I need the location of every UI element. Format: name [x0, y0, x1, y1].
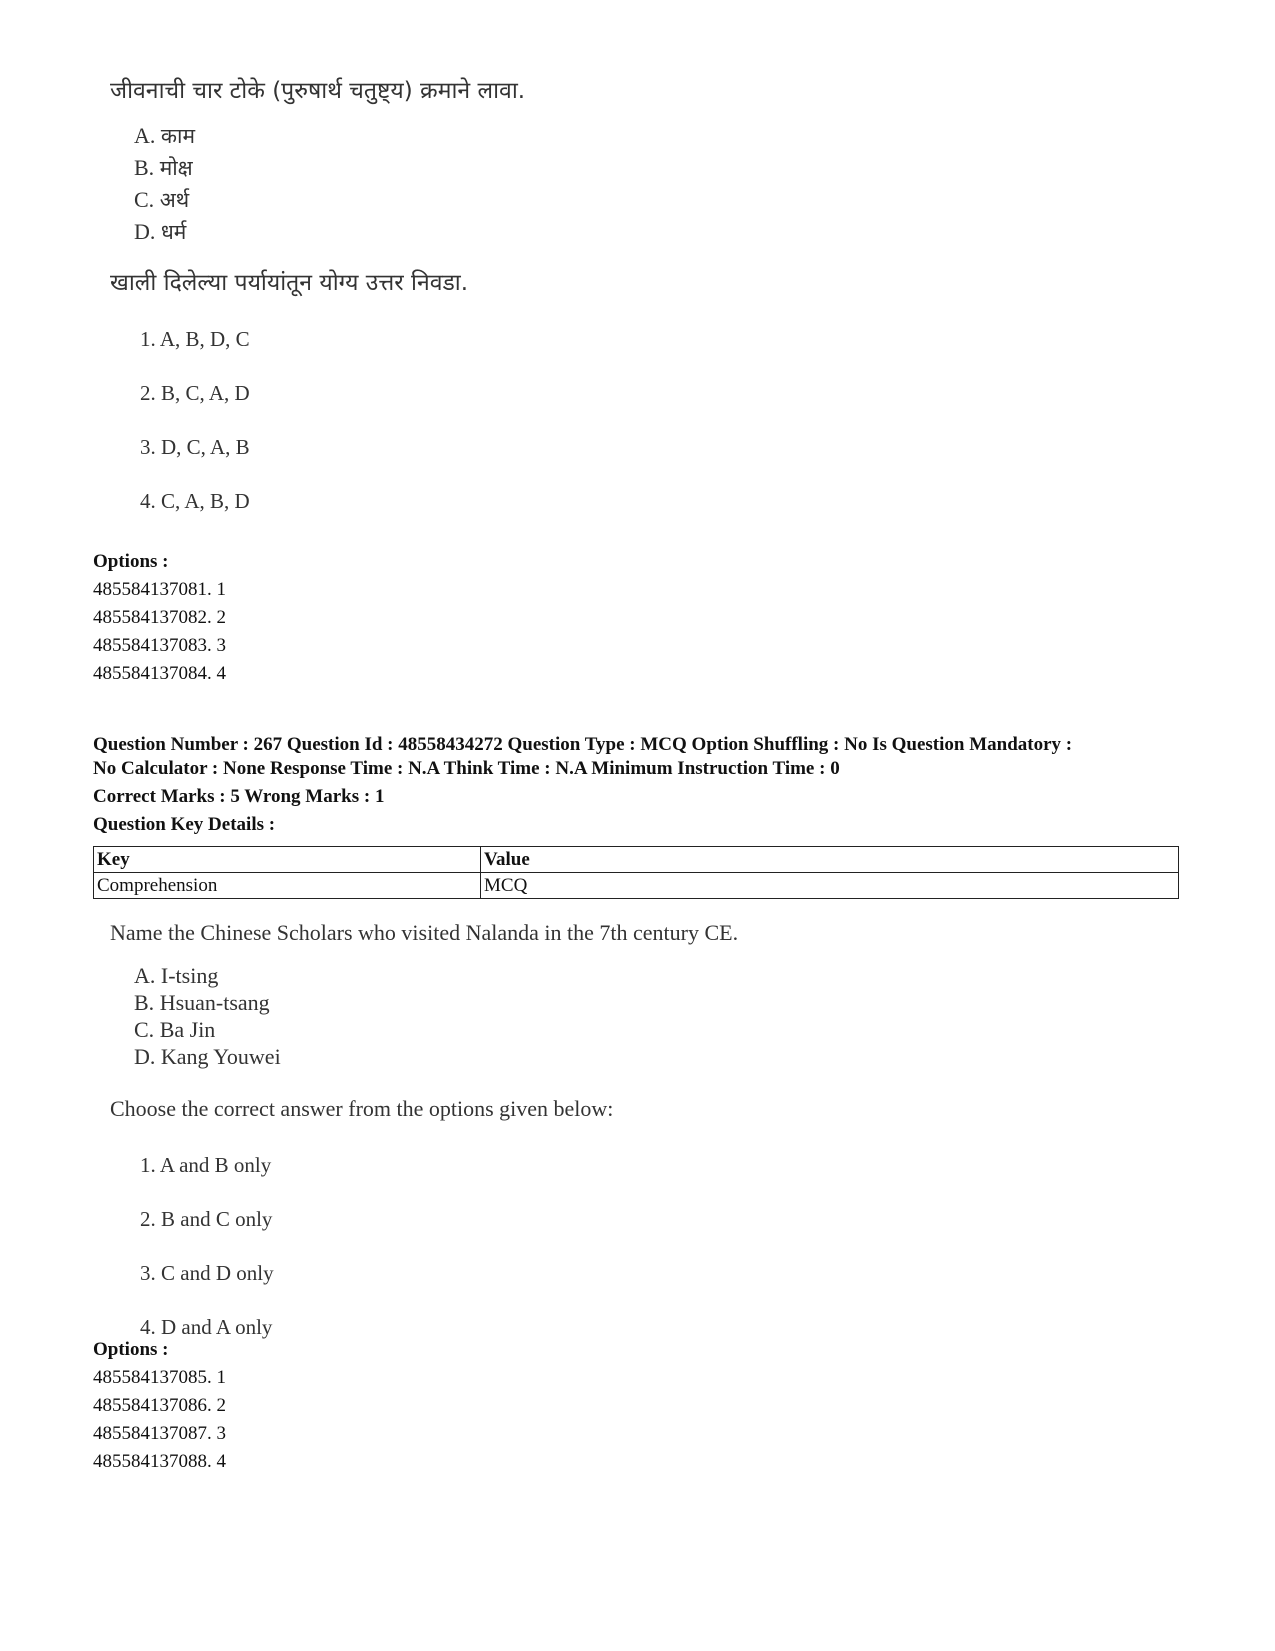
question-266-instruction: खाली दिलेल्या पर्यायांतून योग्य उत्तर निवडा. [110, 270, 469, 296]
question-266-image [110, 76, 1010, 528]
statement-a: A. काम [134, 123, 196, 148]
table-cell-value: MCQ [481, 873, 1179, 899]
option-item: 485584137081. 1 [93, 579, 226, 600]
option-item: 485584137085. 1 [93, 1367, 226, 1388]
answer-choice: 1. A and B only [140, 1153, 272, 1177]
statement-d: D. Kang Youwei [134, 1044, 281, 1069]
answer-choice: 2. B, C, A, D [140, 381, 250, 405]
question-266-statements [134, 120, 1010, 248]
statement-c: C. Ba Jin [134, 1017, 216, 1042]
question-267-options [93, 1336, 1193, 1476]
answer-choice: 4. C, A, B, D [140, 489, 250, 513]
table-cell-key: Comprehension [94, 873, 481, 899]
question-266-answers [140, 312, 1010, 528]
statement-b: B. Hsuan-tsang [134, 990, 270, 1015]
question-267-image [110, 918, 1010, 1354]
question-266-stem: जीवनाची चार टोके (पुरुषार्थ चतुष्ट्य) क्रमाने लावा. [110, 78, 526, 104]
question-267-instruction: Choose the correct answer from the options given below: [110, 1096, 614, 1121]
answer-choice: 3. D, C, A, B [140, 435, 250, 459]
statement-a: A. I-tsing [134, 963, 219, 988]
answer-choice: 1. A, B, D, C [140, 327, 250, 351]
question-267-stem: Name the Chinese Scholars who visited Nalanda in the 7th century CE. [110, 920, 739, 945]
question-key-table [93, 846, 1179, 899]
marks-line: Correct Marks : 5 Wrong Marks : 1 [93, 786, 385, 807]
statement-c: C. अर्थ [134, 187, 190, 212]
table-header-row [94, 847, 1179, 873]
option-item: 485584137084. 4 [93, 663, 226, 684]
key-details-label: Question Key Details : [93, 814, 276, 835]
statement-b: B. मोक्ष [134, 155, 193, 180]
option-item: 485584137086. 2 [93, 1395, 226, 1416]
metadata-line-2: No Calculator : None Response Time : N.A Think Time : N.A Minimum Instruction Time : 0 [93, 758, 840, 779]
option-item: 485584137083. 3 [93, 635, 226, 656]
metadata-line-1: Question Number : 267 Question Id : 48558434272 Question Type : MCQ Option Shuffling : No Is Question Mandatory : [93, 734, 1073, 755]
question-267-statements [134, 962, 1010, 1070]
statement-d: D. धर्म [134, 219, 187, 244]
question-266-options [93, 548, 1193, 688]
table-row [94, 873, 1179, 899]
question-267-metadata [93, 733, 1193, 837]
option-item: 485584137082. 2 [93, 607, 226, 628]
options-label: Options : [93, 551, 169, 572]
answer-choice: 4. D and A only [140, 1315, 273, 1339]
table-header-value: Value [481, 847, 1179, 873]
question-267-answers [140, 1138, 1010, 1354]
answer-choice: 2. B and C only [140, 1207, 273, 1231]
table-header-key: Key [94, 847, 481, 873]
answer-choice: 3. C and D only [140, 1261, 274, 1285]
option-item: 485584137087. 3 [93, 1423, 226, 1444]
options-label: Options : [93, 1339, 169, 1360]
option-item: 485584137088. 4 [93, 1451, 226, 1472]
